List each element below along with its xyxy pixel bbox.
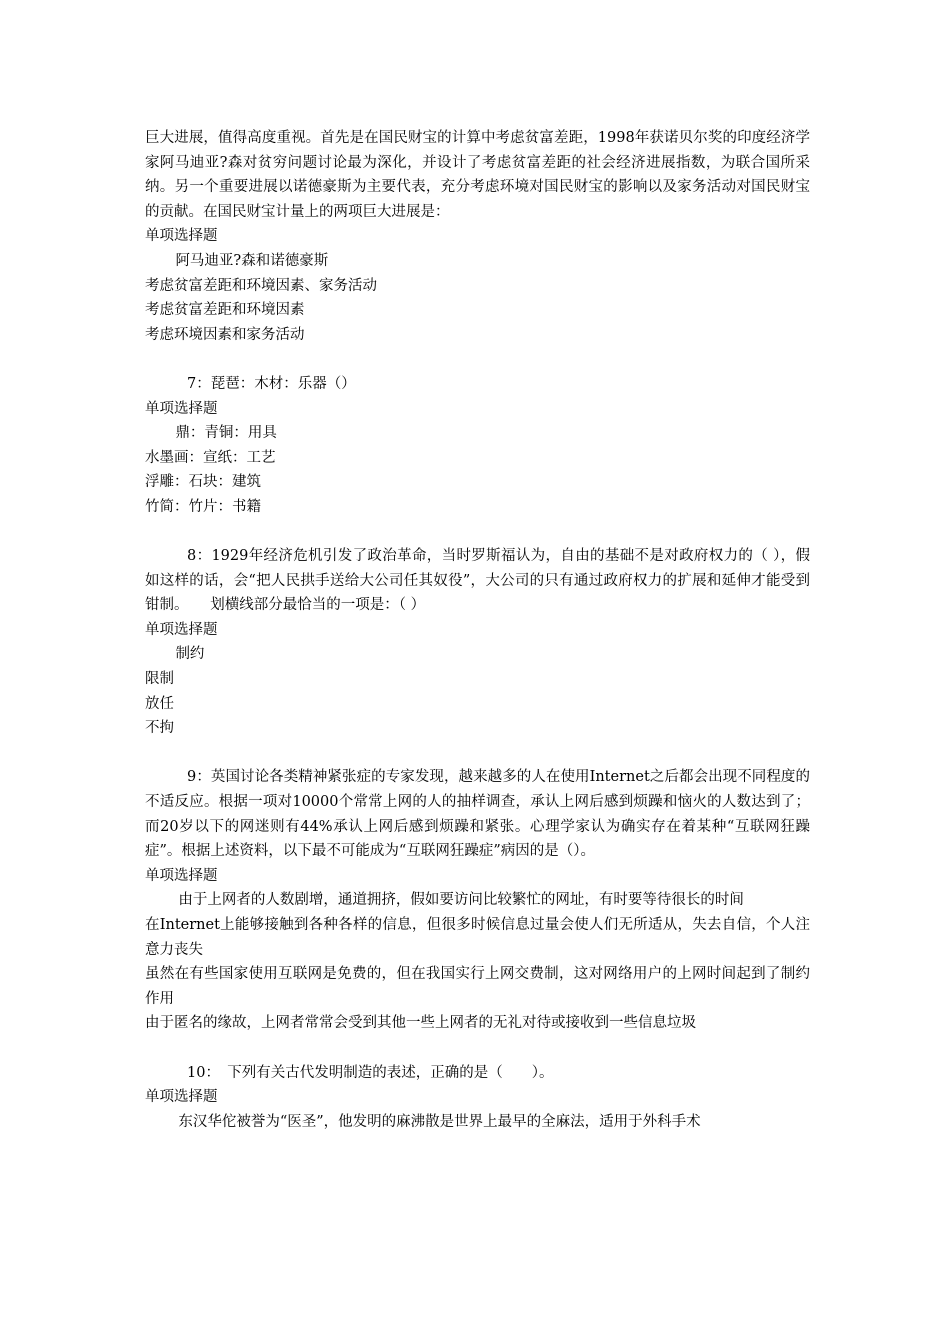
question-10-text: 10： 下列有关古代发明制造的表述，正确的是（ ）。 [187,1064,554,1081]
question-7-text: 7：琵琶：木材：乐器（） [187,375,356,392]
question-type-label: 单项选择题 [145,621,218,638]
question-type-label: 单项选择题 [145,867,218,884]
question-intro-text: 巨大进展，值得高度重视。首先是在国民财宝的计算中考虑贫富差距，1998年获诺贝尔奖的印度经济学家阿马迪亚?森对贫穷问题讨论最为深化，并设计了考虑贫富差距的社会经济进展指数，为联合国所采纳。另一个重要进展以诺德豪斯为主要代表，充分考虑环境对国民财宝的影响以及家务活动对国民财宝的贡献。在国民财宝计量上的两项巨大进展是： [145,130,810,220]
option-d: 由于匿名的缘故，上网者常常会受到其他一些上网者的无礼对待或接收到一些信息垃圾 [145,1015,696,1032]
option-c: 放任 [145,695,174,712]
document-page [145,126,810,1134]
option-a: 制约 [175,646,205,663]
option-a: 东汉华佗被誉为“医圣”，他发明的麻沸散是世界上最早的全麻法，适用于外科手术 [178,1113,701,1130]
question-type-label: 单项选择题 [145,400,218,417]
option-d: 竹简：竹片：书籍 [145,498,261,515]
option-b: 限制 [145,671,174,688]
option-d: 不拘 [145,720,174,737]
option-b: 水墨画：宣纸：工艺 [145,449,276,466]
option-a: 由于上网者的人数剧增，通道拥挤，假如要访问比较繁忙的网址，有时要等待很长的时间 [178,892,744,909]
option-c: 浮雕：石块：建筑 [145,474,261,491]
question-type-label: 单项选择题 [145,1089,218,1106]
option-d: 考虑环境因素和家务活动 [145,326,305,343]
option-b: 考虑贫富差距和环境因素、家务活动 [145,277,377,294]
question-8-text: 8：1929年经济危机引发了政治革命，当时罗斯福认为，自由的基础不是对政府权力的（ ），假如这样的话，会“把人民拱手送给大公司任其奴役”，大公司的只有通过政府权力的扩展和延伸才能受到钳制。 划横线部分最恰当的一项是：（ ） [145,548,810,614]
option-b: 在Internet上能够接触到各种各样的信息，但很多时候信息过量会使人们无所适从，失去自信，个人注意力丧失 [145,917,810,958]
question-type-label: 单项选择题 [145,228,218,245]
option-a: 鼎：青铜：用具 [175,425,277,442]
question-9-text: 9：英国讨论各类精神紧张症的专家发现，越来越多的人在使用Internet之后都会出现不同程度的不适反应。根据一项对10000个常常上网的人的抽样调查，承认上网后感到烦躁和恼火的人数达到了；而20岁以下的网迷则有44%承认上网后感到烦躁和紧张。心理学家认为确实存在着某种“互联网狂躁症”。根据上述资料，以下最不可能成为“互联网狂躁症”病因的是（）。 [145,769,810,860]
option-a: 阿马迪亚?森和诺德豪斯 [175,252,329,269]
option-c: 考虑贫富差距和环境因素 [145,302,305,319]
option-c: 虽然在有些国家使用互联网是免费的，但在我国实行上网交费制，这对网络用户的上网时间起到了制约作用 [145,966,810,1007]
